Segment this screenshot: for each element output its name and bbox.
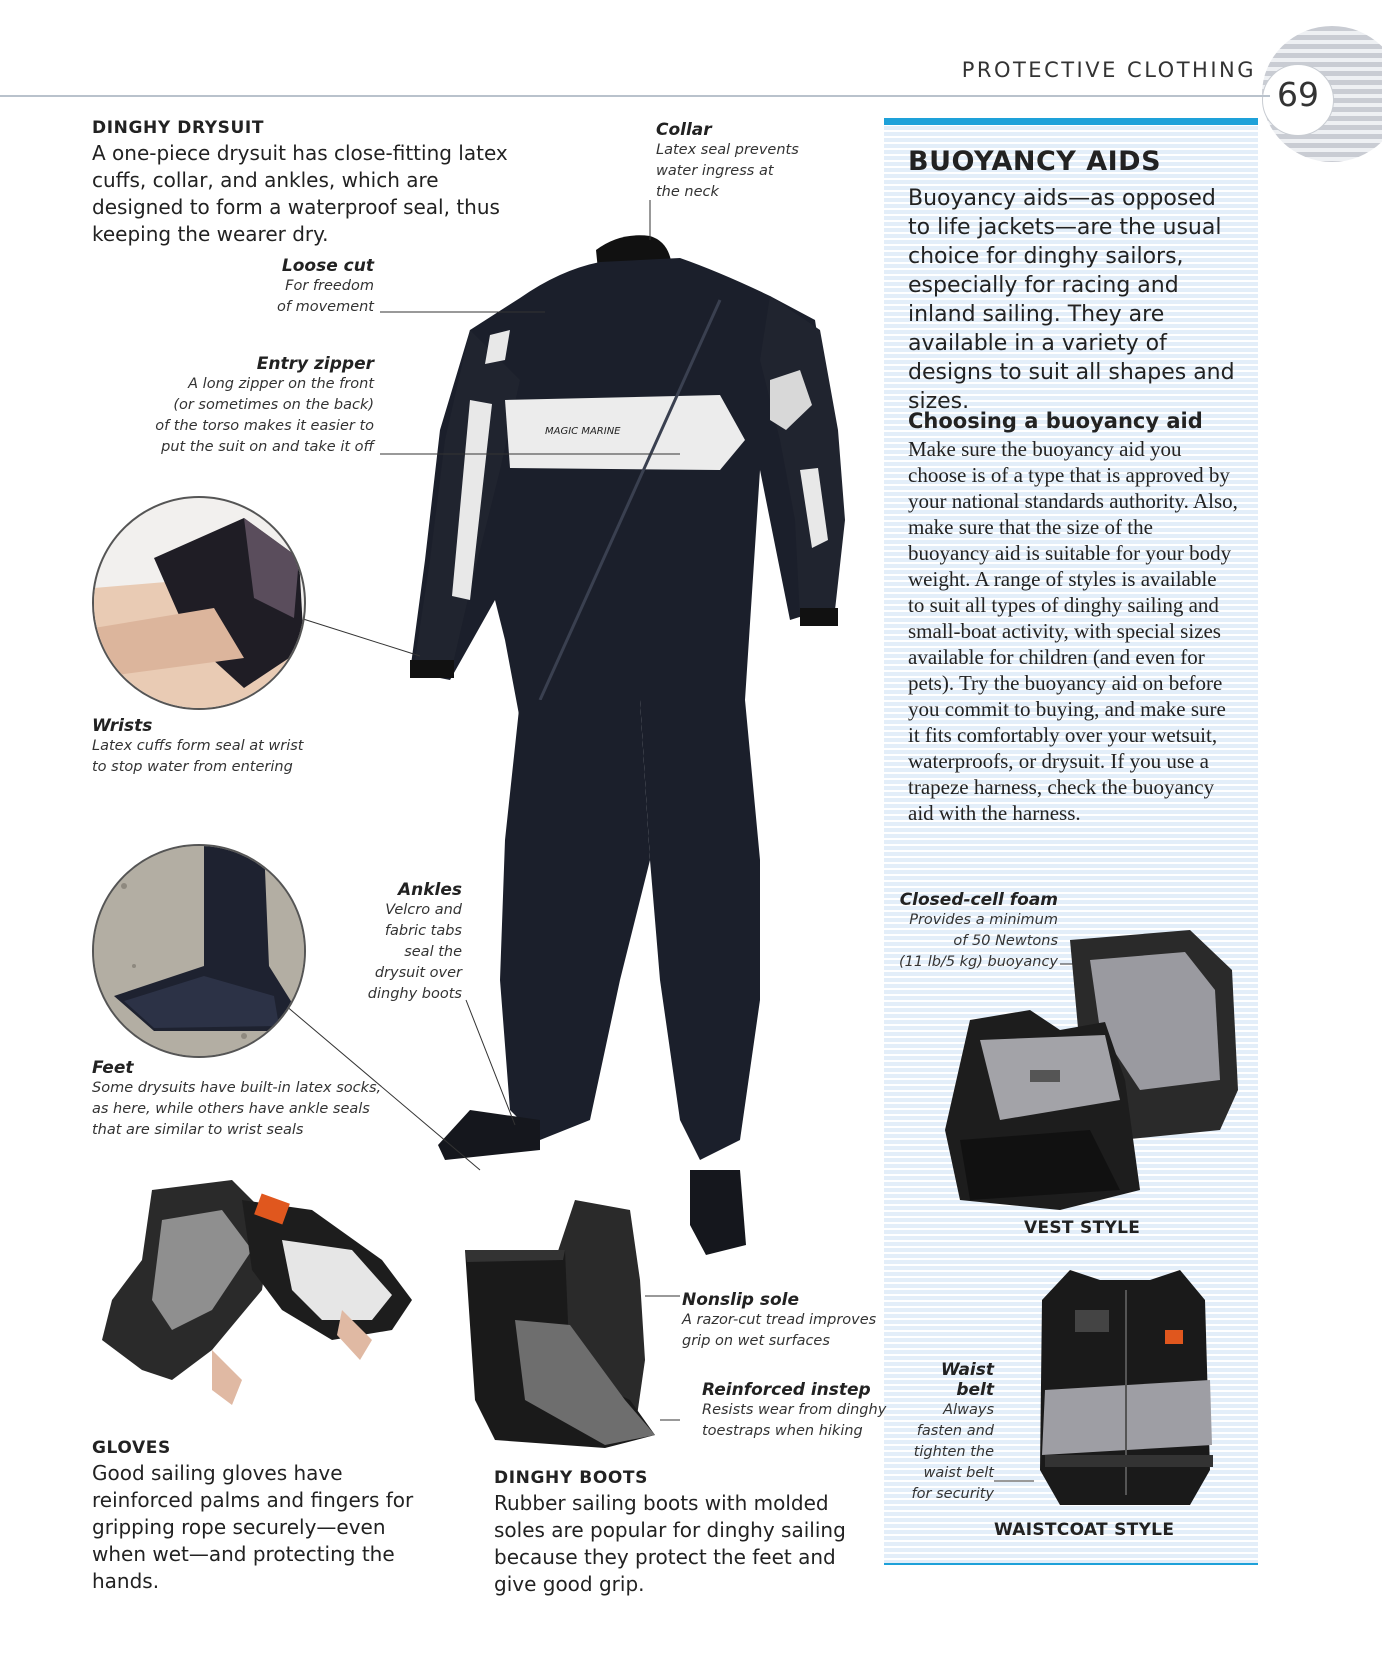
- gloves-body: Good sailing gloves have reinforced palms and fingers for gripping rope securely—even when wet—and protecting the hands.: [92, 1461, 414, 1593]
- wrists-line: Latex cuffs form seal at wrist: [92, 738, 304, 754]
- ankles-line: fabric tabs: [384, 923, 462, 939]
- sidebar-title: BUOYANCY AIDS: [908, 146, 1162, 177]
- foam-title: Closed-cell foam: [899, 890, 1058, 910]
- page-number: 69: [1277, 75, 1319, 114]
- vest-style-label: VEST STYLE: [1024, 1218, 1141, 1238]
- collar-line: Latex seal prevents: [656, 142, 799, 158]
- callout-ankles: [360, 880, 462, 1005]
- sidebar-subhead: Choosing a buoyancy aid: [908, 409, 1203, 433]
- feet-line: as here, while others have ankle seals: [92, 1101, 370, 1117]
- foam-line: (11 lb/5 kg) buoyancy: [898, 954, 1058, 970]
- nonslip-sole-title: Nonslip sole: [682, 1290, 800, 1310]
- callout-loose-cut: [200, 256, 374, 318]
- wrists-line: to stop water from entering: [92, 759, 293, 775]
- sidebar-bottom-bar: [884, 1563, 1258, 1565]
- callout-waist-belt: [900, 1360, 994, 1505]
- callout-nonslip-sole: [682, 1290, 876, 1352]
- feet-line: that are similar to wrist seals: [92, 1122, 304, 1138]
- callout-entry-zipper: [100, 354, 374, 458]
- loose-cut-line: For freedom: [285, 278, 374, 294]
- entry-zipper-line: of the torso makes it easier to: [155, 418, 374, 434]
- waist-belt-line: Always: [943, 1402, 994, 1418]
- waist-belt-line: fasten and: [916, 1423, 994, 1439]
- callout-feet: [92, 1058, 381, 1141]
- ankles-title: Ankles: [397, 880, 462, 900]
- waistcoat-style-label: WAISTCOAT STYLE: [994, 1520, 1175, 1540]
- boots-body: Rubber sailing boots with molded soles are popular for dinghy sailing because they protect the feet and give good grip.: [494, 1491, 846, 1596]
- chest-band: [505, 395, 745, 470]
- gloves-section: [92, 1438, 432, 1595]
- sidebar-top-bar: [884, 118, 1258, 125]
- drysuit-heading: DINGHY DRYSUIT: [92, 118, 265, 138]
- entry-zipper-line: put the suit on and take it off: [161, 439, 374, 455]
- sidebar-intro: Buoyancy aids—as opposed to life jackets—are the usual choice for dinghy sailors, especially for racing and inland sailing. They are available in a variety of designs to suit all shapes and sizes.: [908, 186, 1235, 414]
- waist-belt-leader: [994, 1478, 1034, 1484]
- wrist-detail-photo: [92, 496, 306, 710]
- ankles-line: drysuit over: [374, 965, 462, 981]
- gloves-heading: GLOVES: [92, 1438, 171, 1458]
- vest-style-photo: [940, 930, 1240, 1220]
- wrists-title: Wrists: [92, 716, 153, 736]
- waist-belt-line: waist belt: [923, 1465, 994, 1481]
- loose-cut-line: of movement: [276, 299, 374, 315]
- boots-leader-lines: [640, 1280, 680, 1440]
- section-title: PROTECTIVE CLOTHING: [961, 58, 1256, 82]
- feet-title: Feet: [92, 1058, 134, 1078]
- entry-zipper-title: Entry zipper: [256, 354, 374, 374]
- drysuit-right-sock: [690, 1170, 746, 1255]
- drysuit-left-leg: [500, 700, 650, 1140]
- entry-zipper-line: (or sometimes on the back): [173, 397, 374, 413]
- boots-section: [494, 1468, 874, 1598]
- waist-belt-line: for security: [911, 1486, 994, 1502]
- callout-collar: [656, 120, 799, 203]
- foam-line: of 50 Newtons: [953, 933, 1058, 949]
- ankles-line: Velcro and: [385, 902, 462, 918]
- drysuit-body: A one-piece drysuit has close-fitting latex cuffs, collar, and ankles, which are designed to form a waterproof seal, thus keeping the wearer dry.: [92, 141, 508, 246]
- nonslip-sole-line: grip on wet surfaces: [682, 1333, 830, 1349]
- sidebar-text: Make sure the buoyancy aid you choose is of a type that is approved by your national standards authority. Also, make sure that the size of the buoyancy aid is suitable for your body weight. A range of styles is available to suit all types of dinghy sailing and small-boat activity, with special sizes available for children (and even for pets). Try the buoyancy aid on before you commit to buying, and make sure it fits comfortably over your wetsuit, waterproofs, or drysuit. If you use a trapeze harness, check the buoyancy aid with the harness.: [908, 437, 1238, 825]
- waist-belt-title: Waist belt: [940, 1360, 994, 1400]
- suit-brand-mark: MAGIC MARINE: [545, 426, 621, 437]
- reinforced-instep-line: toestraps when hiking: [702, 1423, 863, 1439]
- nonslip-sole-line: A razor-cut tread improves: [682, 1312, 877, 1328]
- ankles-line: dinghy boots: [367, 986, 462, 1002]
- entry-zipper-line: A long zipper on the front: [188, 376, 374, 392]
- reinforced-instep-title: Reinforced instep: [702, 1380, 871, 1400]
- drysuit-right-leg: [640, 700, 760, 1160]
- loose-cut-title: Loose cut: [281, 256, 374, 276]
- waistcoat-style-photo: [1030, 1270, 1220, 1510]
- foam-line: Provides a minimum: [909, 912, 1058, 928]
- ankles-line: seal the: [404, 944, 462, 960]
- collar-line: water ingress at: [656, 163, 774, 179]
- feet-line: Some drysuits have built-in latex socks,: [92, 1080, 382, 1096]
- collar-title: Collar: [656, 120, 712, 140]
- gloves-photo: [92, 1180, 422, 1420]
- callout-wrists: [92, 716, 304, 778]
- boots-heading: DINGHY BOOTS: [494, 1468, 648, 1488]
- reinforced-instep-line: Resists wear from dinghy: [702, 1402, 887, 1418]
- collar-line: the neck: [656, 184, 719, 200]
- foot-detail-photo: [92, 844, 306, 1058]
- callout-reinforced-instep: [702, 1380, 886, 1442]
- waist-belt-line: tighten the: [913, 1444, 994, 1460]
